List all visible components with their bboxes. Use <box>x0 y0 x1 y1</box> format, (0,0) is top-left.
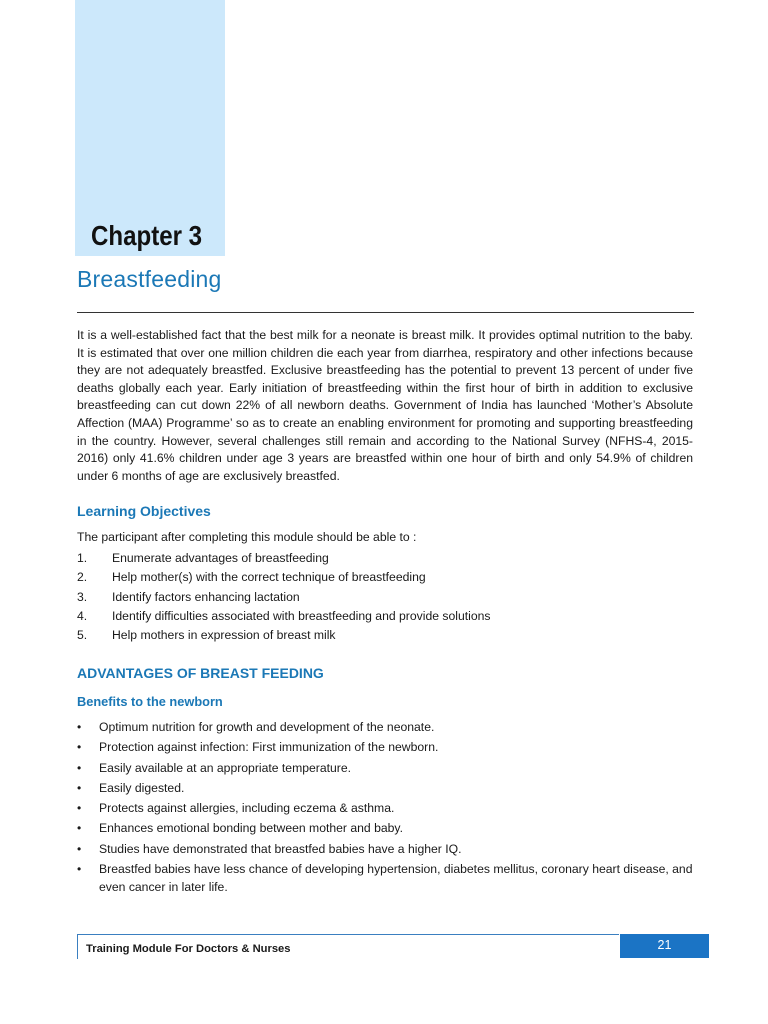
objective-item <box>77 607 697 626</box>
benefit-item <box>77 820 697 838</box>
objective-number: 2. <box>77 570 88 585</box>
bullet-icon: • <box>77 841 82 856</box>
bullet-icon: • <box>77 760 82 775</box>
objective-text: Help mother(s) with the correct technique of breastfeeding <box>112 570 426 585</box>
title-divider <box>77 312 694 313</box>
objective-item <box>77 568 697 587</box>
page-number: 21 <box>657 938 672 952</box>
bullet-icon: • <box>77 821 82 836</box>
benefit-item <box>77 760 697 778</box>
benefit-text: Easily available at an appropriate temperature. <box>99 760 352 775</box>
objective-text: Identify factors enhancing lactation <box>112 589 300 604</box>
objective-text: Identify difficulties associated with breastfeeding and provide solutions <box>112 608 491 623</box>
chapter-banner <box>75 0 225 256</box>
footer-bar <box>77 934 619 959</box>
bullet-icon: • <box>77 862 82 877</box>
benefit-text: Optimum nutrition for growth and development of the neonate. <box>99 720 435 734</box>
benefit-item <box>77 800 697 818</box>
bullet-icon: • <box>77 780 82 795</box>
benefits-newborn-heading: Benefits to the newborn <box>77 694 223 709</box>
objective-text: Enumerate advantages of breastfeeding <box>112 551 329 565</box>
benefit-text: Easily digested. <box>99 780 185 795</box>
benefit-text: Studies have demonstrated that breastfed babies have a higher IQ. <box>99 841 462 856</box>
benefit-text: Breastfed babies have less chance of developing hypertension, diabetes mellitus, coronary heart disease, and even cancer in later life. <box>99 862 693 894</box>
objective-item <box>77 626 697 645</box>
learning-objectives-heading: Learning Objectives <box>77 503 211 519</box>
chapter-title: Breastfeeding <box>77 266 222 292</box>
objective-number: 4. <box>77 608 88 623</box>
bullet-icon: • <box>77 801 82 816</box>
learning-objectives-lead: The participant after completing this module should be able to : <box>77 530 417 544</box>
benefit-item <box>77 719 697 737</box>
benefit-text: Enhances emotional bonding between mother and baby. <box>99 821 403 836</box>
benefit-item <box>77 739 697 757</box>
objective-item <box>77 588 697 607</box>
objective-number: 3. <box>77 589 88 604</box>
objective-text: Help mothers in expression of breast milk <box>112 628 336 643</box>
benefit-item <box>77 841 697 859</box>
page-number-box <box>620 934 709 958</box>
objective-number: 1. <box>77 551 88 565</box>
benefit-text: Protects against allergies, including eczema & asthma. <box>99 801 395 816</box>
benefit-item <box>77 780 697 798</box>
intro-paragraph: It is a well-established fact that the best milk for a neonate is breast milk. It provides optimal nutrition to the baby. It is estimated that over one million children die each year from diarrhea, respiratory and other infections because they are not adequately breastfed. Exclusive breastfeeding has the potential to prevent 13 percent of under five deaths globally each year. Early initiation of breastfeeding within the first hour of birth in addition to exclusive breastfeeding can cut down 22% of all newborn deaths. Government of India has launched ‘Mother’s Absolute Affection (MAA) Programme’ so as to create an enabling environment for promoting and supporting breastfeeding in the country. However, several challenges still remain and according to the National Survey (NFHS-4, 2015-2016) only 41.6% children under age 3 years are breastfed within one hour of birth and only 54.9% of children under 6 months of age are exclusively breastfed. <box>77 328 693 483</box>
advantages-heading: ADVANTAGES OF BREAST FEEDING <box>77 665 324 681</box>
chapter-label: Chapter 3 <box>91 220 203 251</box>
benefit-item <box>77 861 697 896</box>
footer-title: Training Module For Doctors & Nurses <box>86 943 291 955</box>
bullet-icon: • <box>77 740 82 755</box>
benefits-list <box>77 719 697 899</box>
bullet-icon: • <box>77 720 82 734</box>
objective-number: 5. <box>77 628 88 643</box>
benefit-text: Protection against infection: First immunization of the newborn. <box>99 740 439 755</box>
learning-objectives-list <box>77 549 697 645</box>
objective-item <box>77 549 697 568</box>
